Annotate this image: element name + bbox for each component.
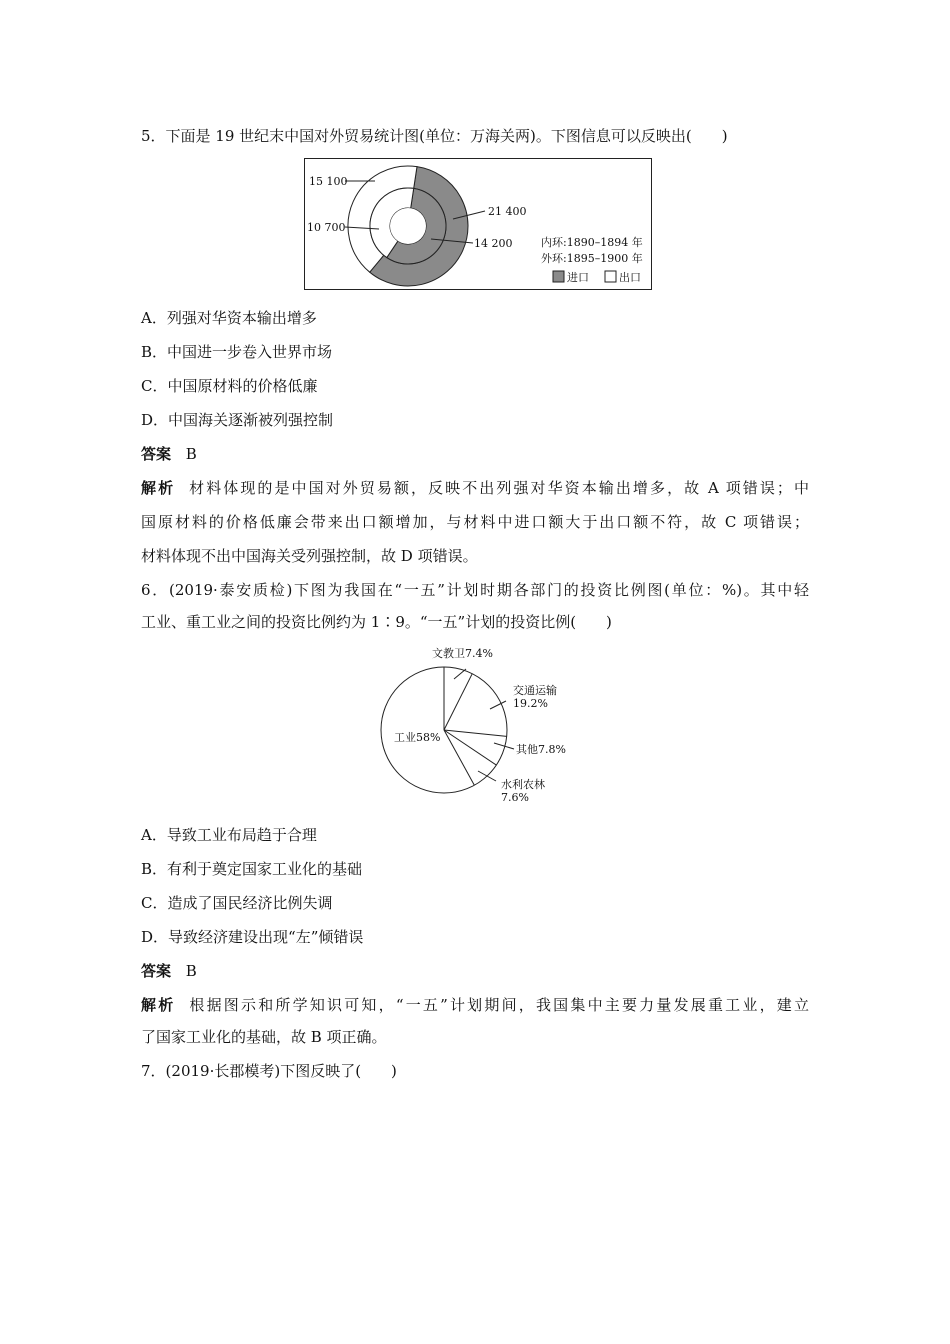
q6-answer-value: B [185, 962, 197, 980]
label-outer-import: 21 400 [488, 205, 527, 218]
q5-ring-svg [305, 159, 651, 289]
q5-option-d: D．中国海关逐渐被列强控制 [141, 411, 334, 429]
q6-pie-svg [378, 643, 578, 813]
label-inner-import: 14 200 [474, 237, 513, 250]
q6-option-a: A．导致工业布局趋于合理 [141, 826, 317, 844]
q6-stem-line-1: 6．(2019·泰安质检)下图为我国在“一五”计划时期各部门的投资比例图(单位：%)。其中轻 [141, 581, 809, 599]
q6-analysis-text-1: 根据图示和所学知识可知，“一五”计划期间，我国集中主要力量发展重工业，建立 [189, 996, 809, 1014]
q5-analysis-line-2: 国原材料的价格低廉会带来出口额增加，与材料中进口额大于出口额不符，故 C 项错误； [141, 513, 809, 531]
q5-stem: 5．下面是 19 世纪末中国对外贸易统计图(单位：万海关两)。下图信息可以反映出( ) [141, 127, 728, 145]
q6-answer [141, 961, 197, 981]
label-qita: 其他7.8% [516, 743, 566, 756]
label-inner-export: 10 700 [307, 221, 346, 234]
label-jiaotong-value: 19.2% [513, 697, 548, 710]
label-gongye: 工业58% [394, 731, 441, 744]
legend-export-label: 出口 [619, 271, 641, 284]
q5-trade-ring-chart [304, 158, 652, 290]
q5-analysis-text-1: 材料体现的是中国对外贸易额，反映不出列强对华资本输出增多，故 A 项错误；中 [189, 479, 809, 497]
q6-analysis-line-1 [141, 995, 809, 1015]
q5-option-c: C．中国原材料的价格低廉 [141, 377, 318, 395]
q5-option-b: B．中国进一步卷入世界市场 [141, 343, 333, 361]
legend-export-swatch [605, 271, 616, 282]
q5-analysis-label: 解析 [141, 479, 176, 497]
q6-stem-line-2: 工业、重工业之间的投资比例约为 1∶9。“一五”计划的投资比例( ) [141, 613, 612, 631]
q6-analysis-line-2: 了国家工业化的基础，故 B 项正确。 [141, 1028, 387, 1046]
q6-answer-label: 答案 [141, 962, 172, 980]
label-shuili-value: 7.6% [501, 791, 529, 804]
q6-option-c: C．造成了国民经济比例失调 [141, 894, 333, 912]
q7-stem: 7．(2019·长郡模考)下图反映了( ) [141, 1062, 397, 1080]
q6-option-d: D．导致经济建设出现“左”倾错误 [141, 928, 364, 946]
q5-answer-value: B [185, 445, 197, 463]
q5-answer-label: 答案 [141, 445, 172, 463]
label-outer-export: 15 100 [309, 175, 348, 188]
q6-investment-pie-chart [378, 643, 578, 813]
q5-answer [141, 444, 197, 464]
q5-analysis-line-1 [141, 478, 809, 498]
q5-option-a: A．列强对华资本输出增多 [141, 309, 317, 327]
q5-analysis-line-3: 材料体现不出中国海关受列强控制，故 D 项错误。 [141, 547, 478, 565]
ring-center-hole [390, 208, 426, 244]
q6-option-b: B．有利于奠定国家工业化的基础 [141, 860, 363, 878]
label-jiaotong-name: 交通运输 [513, 684, 557, 697]
legend-outer-ring: 外环:1895–1900 年 [541, 252, 643, 265]
q6-analysis-label: 解析 [141, 996, 176, 1014]
label-shuili-name: 水利农林 [501, 778, 545, 791]
legend-import-swatch [553, 271, 564, 282]
legend-import-label: 进口 [567, 271, 589, 284]
legend-inner-ring: 内环:1890–1894 年 [541, 236, 643, 249]
label-wenjiaowei: 文教卫7.4% [432, 647, 493, 660]
